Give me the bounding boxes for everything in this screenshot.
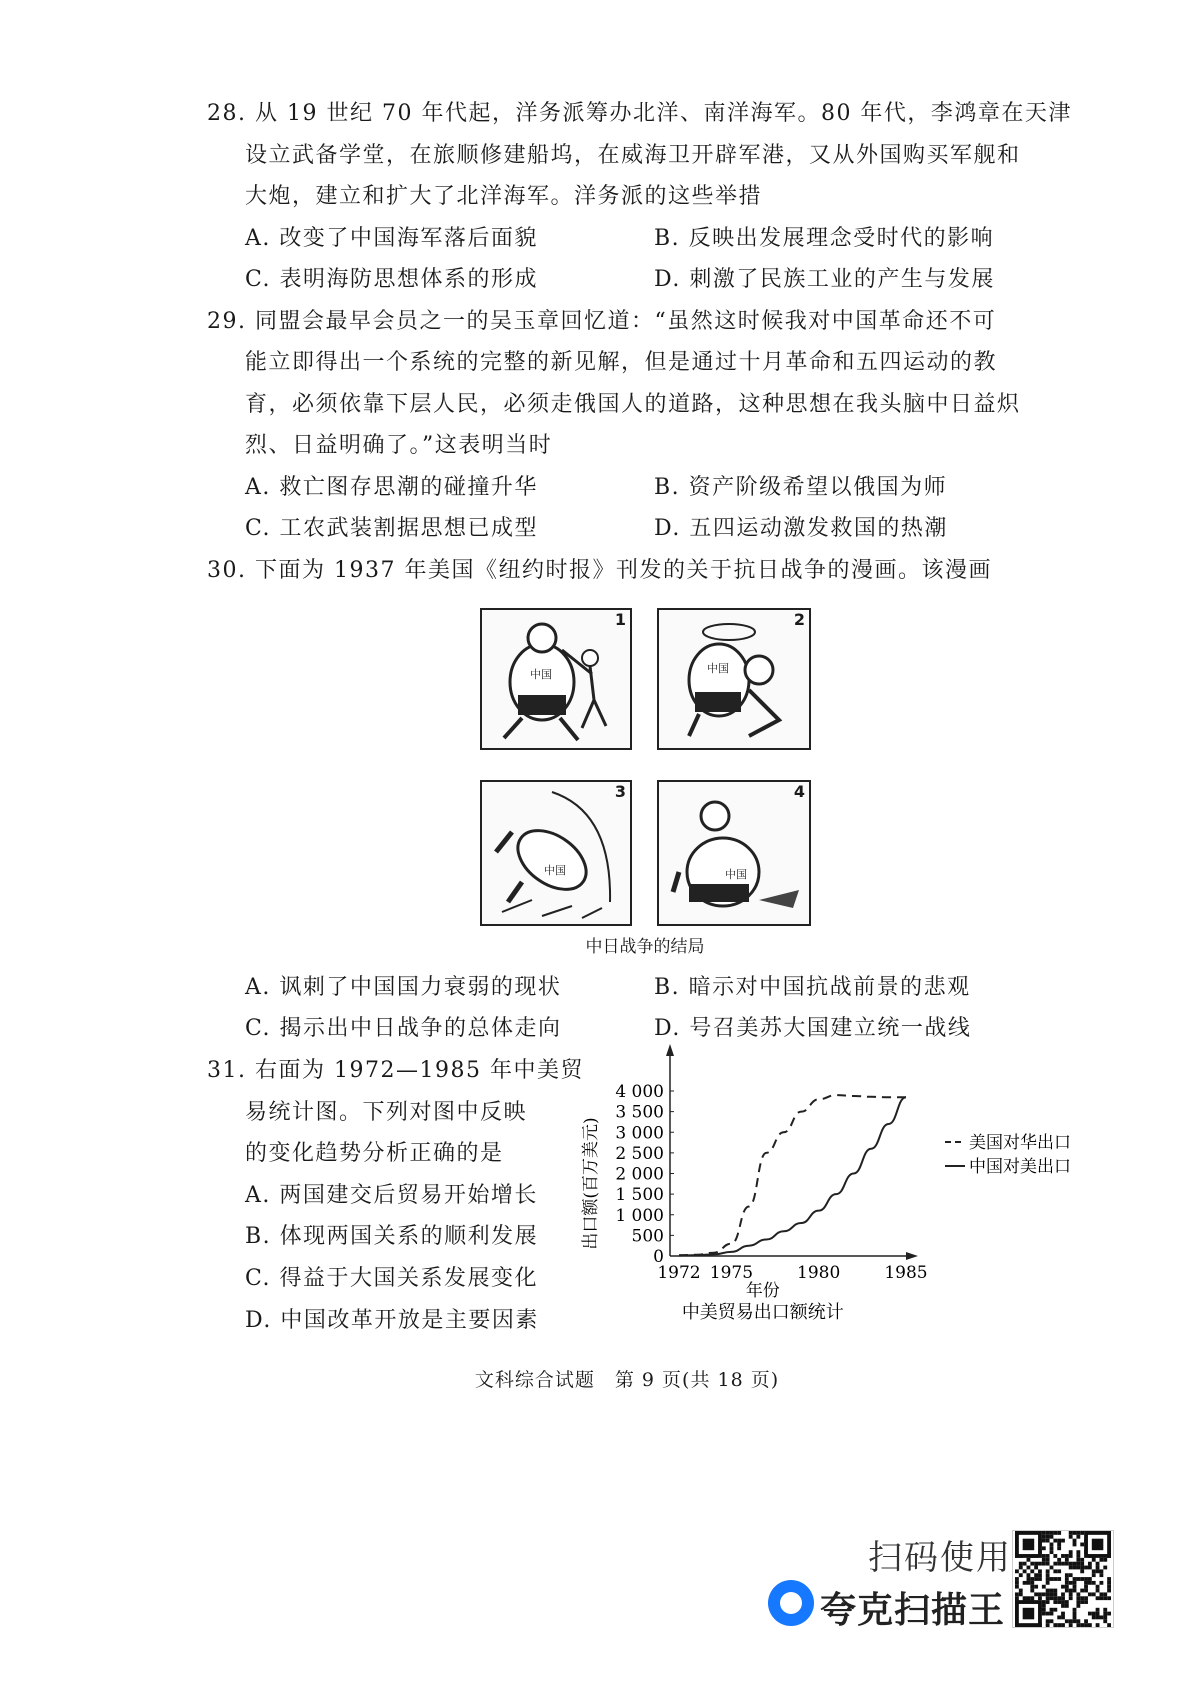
legend-label: 美国对华出口	[969, 1133, 1071, 1153]
q31-option-d: D. 中国改革开放是主要因素	[245, 1308, 539, 1333]
chart-title: 中美贸易出口额统计	[681, 1302, 844, 1323]
q31-option-a: A. 两国建交后贸易开始增长	[245, 1183, 538, 1208]
y-axis-label: 出口额(百万美元)	[581, 1117, 601, 1250]
q28-line-2: 设立武备学堂，在旅顺修建船坞，在威海卫开辟军港，又从外国购买军舰和	[245, 143, 1021, 168]
q29-line-1: 29. 同盟会最早会员之一的吴玉章回忆道：“虽然这时候我对中国革命还不可	[207, 309, 997, 334]
y-tick-label: 2 500	[615, 1143, 664, 1164]
q28-option-b: B. 反映出发展理念受时代的影响	[654, 226, 995, 251]
watermark-brand: 夸克扫描王	[820, 1590, 1006, 1631]
y-tick-label: 4 000	[615, 1082, 664, 1102]
x-axis-arrow	[906, 1252, 918, 1260]
x-axis-label: 年份	[745, 1281, 780, 1301]
y-tick-label: 500	[631, 1226, 664, 1247]
legend-label: 中国对美出口	[969, 1157, 1071, 1177]
q31-line-3: 的变化趋势分析正确的是	[245, 1141, 504, 1166]
q28-option-c: C. 表明海防思想体系的形成	[245, 267, 539, 292]
panel-figure-label: 中国	[544, 864, 566, 877]
cartoon-caption: 中日战争的结局	[585, 937, 705, 957]
panel-figure-label: 中国	[707, 662, 729, 675]
cartoon-panel-2	[657, 608, 811, 750]
q30-option-d: D. 号召美苏大国建立统一战线	[654, 1016, 972, 1041]
panel-number: 1	[614, 610, 626, 629]
trade-chart	[560, 1040, 1080, 1340]
q31-line-2: 易统计图。下列对图中反映	[245, 1100, 528, 1125]
q31-option-b: B. 体现两国关系的顺利发展	[245, 1224, 539, 1249]
panel-number: 3	[614, 782, 626, 801]
q30-option-a: A. 讽刺了中国国力衰弱的现状	[245, 975, 562, 1000]
q29-option-a: A. 救亡图存思潮的碰撞升华	[245, 475, 538, 500]
q30-option-b: B. 暗示对中国抗战前景的悲观	[654, 975, 971, 1000]
qr-code-icon	[1012, 1530, 1114, 1628]
y-tick-label: 1 000	[615, 1205, 664, 1226]
x-tick-label: 1972	[657, 1263, 701, 1283]
q28-option-a: A. 改变了中国海军落后面貌	[245, 226, 538, 251]
q29-line-3: 育，必须依靠下层人民，必须走俄国人的道路，这种思想在我头脑中日益炽	[245, 392, 1021, 417]
cartoon-panel-3	[480, 780, 632, 926]
x-tick-label: 1975	[709, 1263, 754, 1283]
q28-line-1: 28. 从 19 世纪 70 年代起，洋务派筹办北洋、南洋海军。80 年代，李鸿章在天津	[207, 101, 1072, 126]
q28-line-3: 大炮，建立和扩大了北洋海军。洋务派的这些举措	[245, 184, 763, 209]
panel-figure-label: 中国	[530, 668, 552, 681]
y-tick-label: 1 500	[615, 1185, 664, 1206]
y-tick-label: 2 000	[615, 1164, 664, 1185]
q29-line-2: 能立即得出一个系统的完整的新见解，但是通过十月革命和五四运动的教	[245, 350, 998, 375]
watermark-scan-text: 扫码使用	[868, 1538, 1012, 1578]
y-tick-label: 3 000	[615, 1123, 664, 1144]
q29-option-c: C. 工农武装割据思想已成型	[245, 516, 539, 541]
panel-number: 4	[793, 782, 805, 801]
series-line-us-exports	[679, 1095, 906, 1255]
y-tick-label: 3 500	[615, 1102, 664, 1123]
y-tick-label: 0	[653, 1247, 664, 1267]
q31-option-c: C. 得益于大国关系发展变化	[245, 1266, 539, 1291]
x-tick-label: 1985	[884, 1263, 928, 1283]
cartoon-panel-4	[657, 780, 811, 926]
q29-line-4: 烈、日益明确了。”这表明当时	[245, 433, 553, 458]
q29-option-d: D. 五四运动激发救国的热潮	[654, 516, 948, 541]
y-axis-arrow	[666, 1044, 674, 1056]
q28-option-d: D. 刺激了民族工业的产生与发展	[654, 267, 995, 292]
q31-line-1: 31. 右面为 1972—1985 年中美贸	[207, 1058, 584, 1083]
cartoon-panel-1	[480, 608, 632, 750]
quark-logo-icon	[768, 1580, 814, 1626]
panel-number: 2	[793, 610, 805, 629]
q30-line-1: 30. 下面为 1937 年美国《纽约时报》刊发的关于抗日战争的漫画。该漫画	[207, 558, 992, 583]
q30-option-c: C. 揭示出中日战争的总体走向	[245, 1016, 562, 1041]
q29-option-b: B. 资产阶级希望以俄国为师	[654, 475, 948, 500]
x-tick-label: 1980	[797, 1263, 841, 1283]
page-footer: 文科综合试题 第 9 页(共 18 页)	[474, 1369, 780, 1391]
panel-figure-label: 中国	[725, 868, 747, 881]
